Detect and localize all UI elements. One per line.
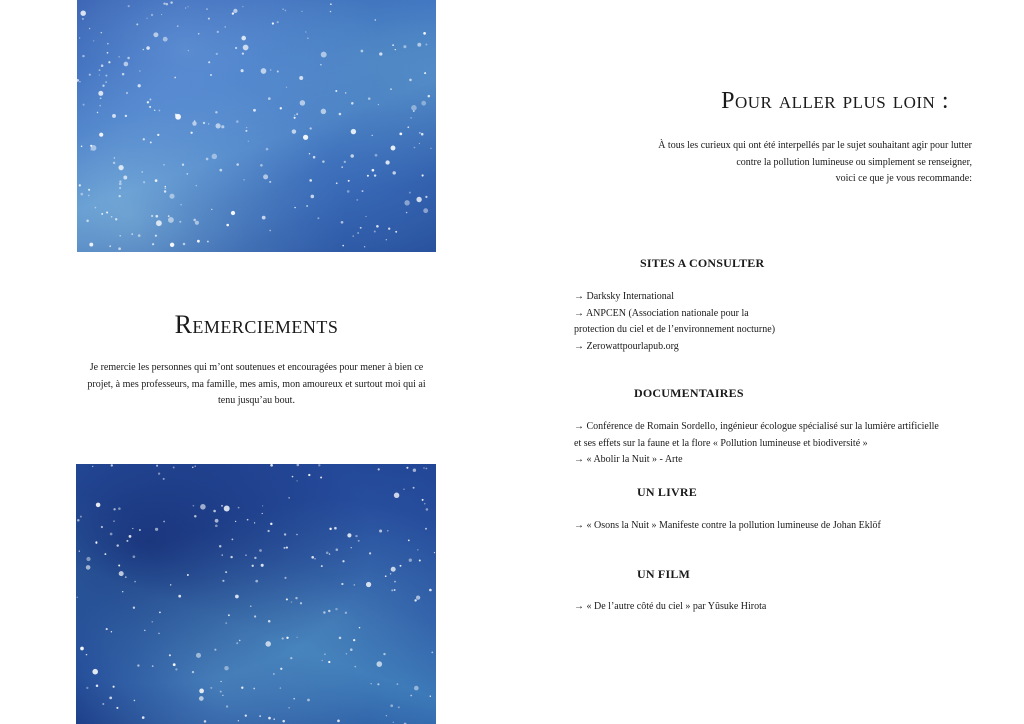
livre-heading: UN LIVRE: [637, 485, 697, 499]
starry-sky-watercolor-bottom: [76, 464, 436, 724]
list-item: → « Osons la Nuit » Manifeste contre la pollution lumineuse de Johan Eklöf: [574, 520, 881, 531]
list-item: → Zerowattpourlapub.org: [574, 340, 679, 352]
further-reading-intro: [592, 138, 972, 188]
sites-list: [574, 289, 775, 355]
list-item: → « De l’autre côté du ciel » par Yûsuke Hirota: [574, 601, 767, 612]
sites-heading: SITES A CONSULTER: [640, 256, 765, 270]
documentaires-list: [574, 419, 939, 469]
list-item: et ses effets sur la faune et la flore « Pollution lumineuse et biodiversité »: [574, 437, 868, 449]
thanks-body: Je remercie les personnes qui m’ont soutenues et encouragées pour mener à bien ce projet, à mes professeurs, ma famille, mes amis, mon amoureux et surtout moi qui ai tenu jusqu’au bout.: [87, 362, 426, 406]
film-list: [574, 599, 766, 616]
stars-texture: [77, 0, 436, 252]
list-item: → ANPCEN (Association nationale pour la: [574, 307, 749, 319]
list-item: protection du ciel et de l’environnement nocturne): [574, 324, 776, 335]
documentaires-heading: DOCUMENTAIRES: [634, 386, 744, 400]
starry-sky-watercolor-top: [77, 0, 436, 252]
livre-list: [574, 518, 881, 535]
intro-line: À tous les curieux qui ont été interpellés par le sujet souhaitant agir pour lutter: [658, 140, 972, 151]
list-item: → « Abolir la Nuit » - Arte: [574, 454, 683, 465]
list-item: → Darksky International: [574, 291, 674, 302]
thanks-title: Remerciements: [174, 310, 339, 339]
intro-line: voici ce que je vous recommande:: [835, 173, 972, 184]
stars-texture: [76, 464, 436, 724]
film-heading: UN FILM: [637, 567, 691, 581]
list-item: → Conférence de Romain Sordello, ingénieur écologue spécialisé sur la lumière artificielle: [574, 421, 939, 432]
further-reading-title: Pour aller plus loin :: [721, 88, 949, 114]
intro-line: contre la pollution lumineuse ou simplement se renseigner,: [736, 156, 972, 168]
